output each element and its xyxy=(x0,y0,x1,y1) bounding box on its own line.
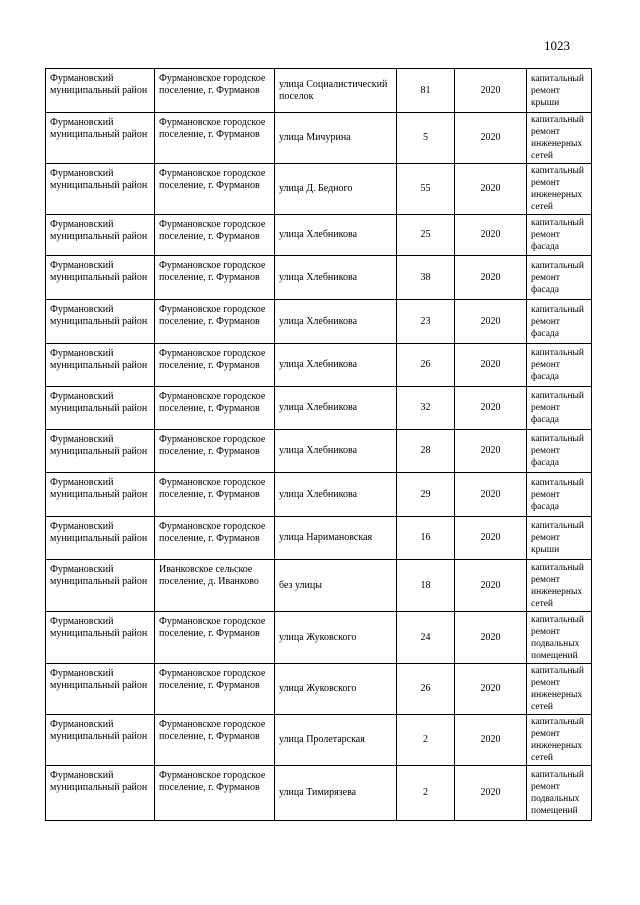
settlement-cell: Фурмановское городское поселение, г. Фурманов xyxy=(155,164,275,215)
settlement-cell: Фурмановское городское поселение, г. Фурманов xyxy=(155,344,275,387)
street-cell: без улицы xyxy=(275,560,397,612)
table-row xyxy=(46,69,592,113)
work-type-cell: капитальный ремонт крыши xyxy=(527,517,592,560)
district-cell: Фурмановский муниципальный район xyxy=(46,256,155,300)
table-row xyxy=(46,715,592,766)
table-row xyxy=(46,517,592,560)
settlement-cell: Фурмановское городское поселение, г. Фурманов xyxy=(155,300,275,344)
house-number-cell: 16 xyxy=(397,517,455,560)
table-row xyxy=(46,664,592,715)
settlement-cell: Фурмановское городское поселение, г. Фурманов xyxy=(155,430,275,473)
street-cell: улица Хлебникова xyxy=(275,344,397,387)
work-type-cell: капитальный ремонт фасада xyxy=(527,387,592,430)
year-cell: 2020 xyxy=(455,473,527,517)
street-cell: улица Мичурина xyxy=(275,113,397,164)
district-cell: Фурмановский муниципальный район xyxy=(46,517,155,560)
work-type-cell: капитальный ремонт фасада xyxy=(527,300,592,344)
work-type-cell: капитальный ремонт фасада xyxy=(527,256,592,300)
house-number-cell: 26 xyxy=(397,664,455,715)
table-row xyxy=(46,164,592,215)
district-cell: Фурмановский муниципальный район xyxy=(46,113,155,164)
house-number-cell: 32 xyxy=(397,387,455,430)
work-type-cell: капитальный ремонт инженерных сетей xyxy=(527,164,592,215)
street-cell: улица Хлебникова xyxy=(275,430,397,473)
table-row xyxy=(46,387,592,430)
year-cell: 2020 xyxy=(455,766,527,821)
table-row xyxy=(46,113,592,164)
district-cell: Фурмановский муниципальный район xyxy=(46,766,155,821)
work-type-cell: капитальный ремонт инженерных сетей xyxy=(527,664,592,715)
street-cell: улица Жуковского xyxy=(275,612,397,664)
house-number-cell: 2 xyxy=(397,766,455,821)
house-number-cell: 38 xyxy=(397,256,455,300)
year-cell: 2020 xyxy=(455,69,527,113)
settlement-cell: Фурмановское городское поселение, г. Фурманов xyxy=(155,766,275,821)
street-cell: улица Хлебникова xyxy=(275,387,397,430)
house-number-cell: 18 xyxy=(397,560,455,612)
year-cell: 2020 xyxy=(455,387,527,430)
year-cell: 2020 xyxy=(455,344,527,387)
table-body xyxy=(46,69,592,821)
table-row xyxy=(46,344,592,387)
repair-registry-table xyxy=(45,68,592,821)
district-cell: Фурмановский муниципальный район xyxy=(46,387,155,430)
table-row xyxy=(46,430,592,473)
work-type-cell: капитальный ремонт фасада xyxy=(527,473,592,517)
district-cell: Фурмановский муниципальный район xyxy=(46,164,155,215)
page-number: 1023 xyxy=(544,38,570,53)
street-cell: улица Пролетарская xyxy=(275,715,397,766)
district-cell: Фурмановский муниципальный район xyxy=(46,215,155,256)
district-cell: Фурмановский муниципальный район xyxy=(46,560,155,612)
street-cell: улица Социалистический поселок xyxy=(275,69,397,113)
street-cell: улица Хлебникова xyxy=(275,300,397,344)
year-cell: 2020 xyxy=(455,715,527,766)
district-cell: Фурмановский муниципальный район xyxy=(46,300,155,344)
work-type-cell: капитальный ремонт фасада xyxy=(527,430,592,473)
year-cell: 2020 xyxy=(455,300,527,344)
settlement-cell: Фурмановское городское поселение, г. Фурманов xyxy=(155,612,275,664)
year-cell: 2020 xyxy=(455,256,527,300)
settlement-cell: Фурмановское городское поселение, г. Фурманов xyxy=(155,715,275,766)
table-row xyxy=(46,560,592,612)
street-cell: улица Тимирязева xyxy=(275,766,397,821)
year-cell: 2020 xyxy=(455,560,527,612)
work-type-cell: капитальный ремонт фасада xyxy=(527,344,592,387)
district-cell: Фурмановский муниципальный район xyxy=(46,430,155,473)
year-cell: 2020 xyxy=(455,164,527,215)
district-cell: Фурмановский муниципальный район xyxy=(46,473,155,517)
year-cell: 2020 xyxy=(455,517,527,560)
work-type-cell: капитальный ремонт подвальных помещений xyxy=(527,612,592,664)
house-number-cell: 28 xyxy=(397,430,455,473)
work-type-cell: капитальный ремонт инженерных сетей xyxy=(527,715,592,766)
district-cell: Фурмановский муниципальный район xyxy=(46,715,155,766)
work-type-cell: капитальный ремонт подвальных помещений xyxy=(527,766,592,821)
year-cell: 2020 xyxy=(455,113,527,164)
work-type-cell: капитальный ремонт крыши xyxy=(527,69,592,113)
district-cell: Фурмановский муниципальный район xyxy=(46,344,155,387)
house-number-cell: 55 xyxy=(397,164,455,215)
year-cell: 2020 xyxy=(455,215,527,256)
house-number-cell: 25 xyxy=(397,215,455,256)
settlement-cell: Фурмановское городское поселение, г. Фурманов xyxy=(155,664,275,715)
settlement-cell: Фурмановское городское поселение, г. Фурманов xyxy=(155,113,275,164)
table-row xyxy=(46,256,592,300)
table-row xyxy=(46,215,592,256)
work-type-cell: капитальный ремонт фасада xyxy=(527,215,592,256)
street-cell: улица Наримановская xyxy=(275,517,397,560)
house-number-cell: 29 xyxy=(397,473,455,517)
year-cell: 2020 xyxy=(455,430,527,473)
settlement-cell: Иванковское сельское поселение, д. Иванково xyxy=(155,560,275,612)
work-type-cell: капитальный ремонт инженерных сетей xyxy=(527,560,592,612)
house-number-cell: 23 xyxy=(397,300,455,344)
house-number-cell: 24 xyxy=(397,612,455,664)
settlement-cell: Фурмановское городское поселение, г. Фурманов xyxy=(155,387,275,430)
district-cell: Фурмановский муниципальный район xyxy=(46,69,155,113)
house-number-cell: 26 xyxy=(397,344,455,387)
street-cell: улица Хлебникова xyxy=(275,473,397,517)
table-row xyxy=(46,300,592,344)
settlement-cell: Фурмановское городское поселение, г. Фурманов xyxy=(155,215,275,256)
settlement-cell: Фурмановское городское поселение, г. Фурманов xyxy=(155,69,275,113)
settlement-cell: Фурмановское городское поселение, г. Фурманов xyxy=(155,473,275,517)
house-number-cell: 81 xyxy=(397,69,455,113)
house-number-cell: 5 xyxy=(397,113,455,164)
work-type-cell: капитальный ремонт инженерных сетей xyxy=(527,113,592,164)
street-cell: улица Жуковского xyxy=(275,664,397,715)
house-number-cell: 2 xyxy=(397,715,455,766)
year-cell: 2020 xyxy=(455,612,527,664)
district-cell: Фурмановский муниципальный район xyxy=(46,664,155,715)
street-cell: улица Хлебникова xyxy=(275,215,397,256)
table-row xyxy=(46,612,592,664)
street-cell: улица Хлебникова xyxy=(275,256,397,300)
year-cell: 2020 xyxy=(455,664,527,715)
settlement-cell: Фурмановское городское поселение, г. Фурманов xyxy=(155,256,275,300)
table-row xyxy=(46,766,592,821)
district-cell: Фурмановский муниципальный район xyxy=(46,612,155,664)
table-row xyxy=(46,473,592,517)
settlement-cell: Фурмановское городское поселение, г. Фурманов xyxy=(155,517,275,560)
street-cell: улица Д. Бедного xyxy=(275,164,397,215)
